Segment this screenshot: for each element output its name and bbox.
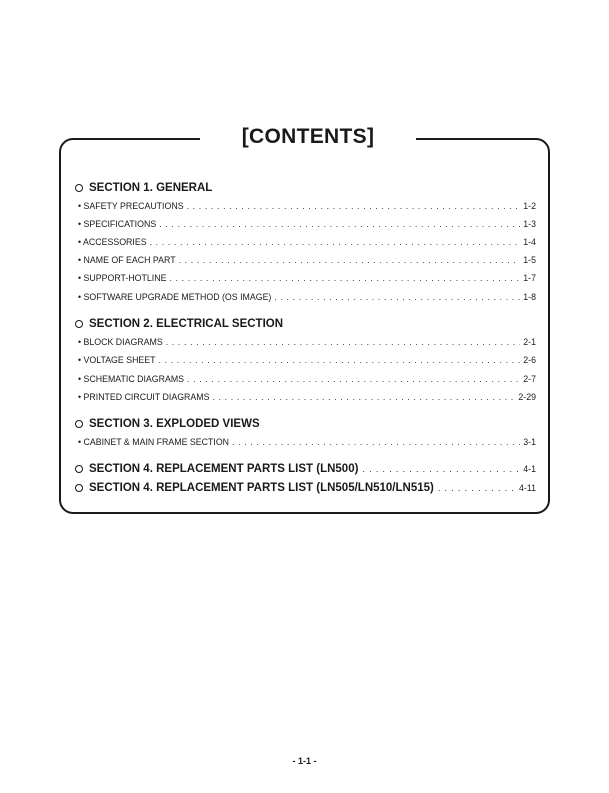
parts-list-entry[interactable]	[75, 463, 536, 475]
toc-entry-label: • SUPPORT-HOTLINE	[78, 273, 167, 283]
toc-entry-page: 1-3	[523, 219, 536, 229]
toc-entry[interactable]	[78, 237, 536, 247]
leader-dots	[159, 219, 520, 229]
section-heading: SECTION 1. GENERAL	[75, 182, 212, 194]
leader-dots	[274, 292, 520, 302]
leader-dots	[159, 355, 521, 365]
page-title: [CONTENTS]	[241, 125, 375, 148]
leader-dots	[212, 392, 515, 402]
title-container	[200, 122, 416, 152]
toc-entry-page: 3-1	[523, 437, 536, 447]
parts-list-entry[interactable]	[75, 482, 536, 494]
toc-entry-page: 1-4	[523, 237, 536, 247]
toc-entry-label: • VOLTAGE SHEET	[78, 355, 156, 365]
toc-entry[interactable]	[78, 255, 536, 265]
leader-dots	[362, 464, 519, 474]
toc-entry[interactable]	[78, 355, 536, 365]
circle-bullet-icon	[75, 465, 83, 473]
toc-entry-label: • BLOCK DIAGRAMS	[78, 337, 163, 347]
toc-entry-page: 2-6	[523, 355, 536, 365]
circle-bullet-icon	[75, 420, 83, 428]
toc-entry[interactable]	[78, 337, 536, 347]
leader-dots	[169, 273, 520, 283]
leader-dots	[232, 437, 520, 447]
toc-entry-label: • CABINET & MAIN FRAME SECTION	[78, 437, 230, 447]
toc-entry-page: 1-2	[523, 201, 536, 211]
toc-entry[interactable]	[78, 292, 536, 302]
leader-dots	[187, 201, 521, 211]
toc-entry-label: • SAFETY PRECAUTIONS	[78, 201, 184, 211]
toc-entry[interactable]	[78, 374, 536, 384]
parts-list-page: 4-11	[519, 483, 536, 493]
toc-entry[interactable]	[78, 437, 536, 447]
leader-dots	[179, 255, 521, 265]
parts-list-label: SECTION 4. REPLACEMENT PARTS LIST (LN500)	[89, 463, 359, 475]
toc-entry-page: 2-29	[518, 392, 536, 402]
parts-list-label: SECTION 4. REPLACEMENT PARTS LIST (LN505/LN510/LN515)	[89, 482, 434, 494]
section-heading: SECTION 3. EXPLODED VIEWS	[75, 418, 260, 430]
leader-dots	[150, 237, 521, 247]
toc-entry[interactable]	[78, 201, 536, 211]
toc-entry-page: 1-8	[523, 292, 536, 302]
toc-entry-label: • SOFTWARE UPGRADE METHOD (OS IMAGE)	[78, 292, 272, 302]
circle-bullet-icon	[75, 320, 83, 328]
leader-dots	[438, 483, 515, 493]
toc-entry-page: 1-7	[523, 273, 536, 283]
toc-entry-page: 2-1	[523, 337, 536, 347]
page-number: - 1-1 -	[292, 756, 317, 766]
parts-list-page: 4-1	[523, 464, 536, 474]
toc-entry-label: • NAME OF EACH PART	[78, 255, 176, 265]
leader-dots	[187, 374, 520, 384]
toc-entry[interactable]	[78, 392, 536, 402]
toc-entry-label: • SCHEMATIC DIAGRAMS	[78, 374, 185, 384]
toc-entry-page: 1-5	[523, 255, 536, 265]
toc-entry[interactable]	[78, 273, 536, 283]
toc-entry-label: • ACCESSORIES	[78, 237, 147, 247]
toc-entry-label: • SPECIFICATIONS	[78, 219, 157, 229]
section-heading: SECTION 2. ELECTRICAL SECTION	[75, 318, 283, 330]
circle-bullet-icon	[75, 184, 83, 192]
toc-entry[interactable]	[78, 219, 536, 229]
circle-bullet-icon	[75, 484, 83, 492]
toc-entry-page: 2-7	[523, 374, 536, 384]
leader-dots	[166, 337, 521, 347]
toc-entry-label: • PRINTED CIRCUIT DIAGRAMS	[78, 392, 210, 402]
